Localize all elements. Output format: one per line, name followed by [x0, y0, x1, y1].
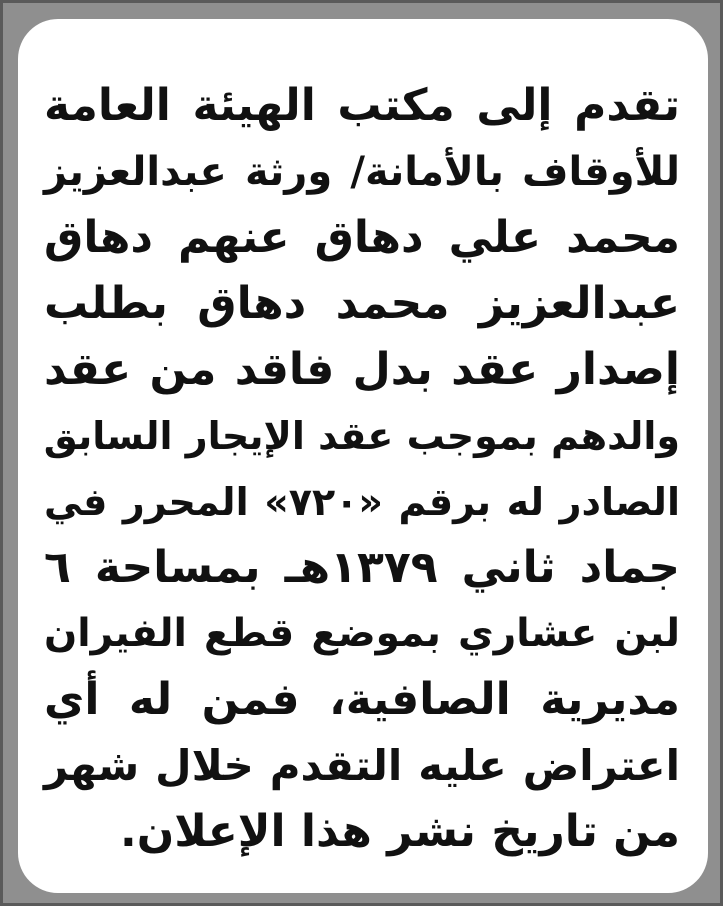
notice-line: الصادر له برقم «٧٢٠» المحرر في — [44, 480, 680, 524]
notice-line: إصدار عقد بدل فاقد من عقد — [44, 344, 680, 395]
notice-line: للأوقاف بالأمانة/ ورثة عبدالعزيز — [44, 149, 680, 195]
notice-line: محمد علي دهاق عنهم دهاق — [44, 212, 680, 263]
notice-line: عبدالعزيز محمد دهاق بطلب — [44, 278, 680, 329]
notice-line: مديرية الصافية، فمن له أي — [44, 674, 680, 725]
notice-line: اعتراض عليه التقدم خلال شهر — [44, 741, 680, 790]
notice-line: والدهم بموجب عقد الإيجار السابق — [43, 414, 680, 458]
notice-line: تقدم إلى مكتب الهيئة العامة — [44, 80, 680, 131]
notice-line: جماد ثاني ١٣٧٩هـ بمساحة ٦ — [44, 542, 680, 593]
notice-line-last: من تاريخ نشر هذا الإعلان. — [120, 806, 680, 857]
notice-text — [44, 73, 680, 865]
notice-line: لبن عشاري بموضع قطع الفيران — [44, 611, 680, 656]
notice-card — [18, 19, 708, 893]
